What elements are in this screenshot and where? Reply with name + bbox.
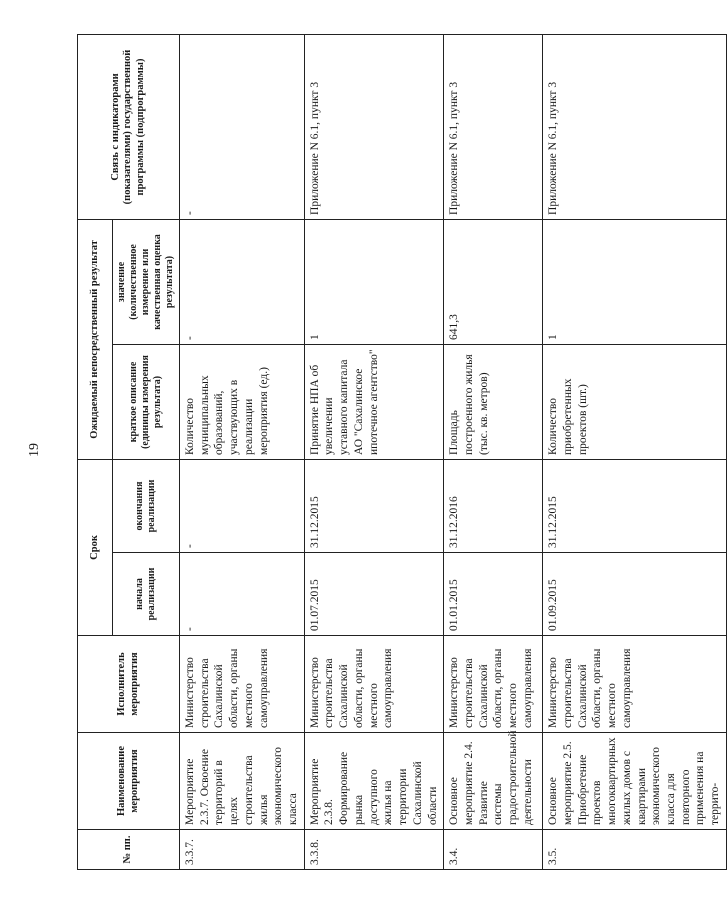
rotated-page-content [77,35,722,870]
cell-link: Приложение N 6.1, пункт 3 [444,34,543,219]
cell-executor: Министерство строительства Сахалинской области, органы местного самоуправления [444,636,543,733]
cell-executor: Министерство строительства Сахалинской области, органы местного самоуправления [543,636,727,733]
table-row [444,34,543,869]
cell-start: 01.01.2015 [444,553,543,636]
cell-name: Основное мероприятие 2.4. Развитие системы градостроительной деятельности [444,733,543,830]
cell-name: Мероприятие 2.3.8. Формирование рынка доступного жилья на территории Сахалинской области [304,733,443,830]
table-row [304,34,443,869]
header-expected-desc: краткое описание (единицы измерения результата) [113,344,180,459]
cell-executor: Министерство строительства Сахалинской области, органы местного самоуправления [304,636,443,733]
cell-end: 31.12.2015 [543,459,727,552]
cell-link: Приложение N 6.1, пункт 3 [304,34,443,219]
header-expected: Ожидаемый непосредственный результат [78,219,113,459]
cell-desc: Количество муниципальных образований, участвующих в реализации мероприятия (ед.) [180,344,305,459]
cell-start: 01.07.2015 [304,553,443,636]
cell-end: 31.12.2016 [444,459,543,552]
cell-executor: Министерство строительства Сахалинской области, органы местного самоуправления [180,636,305,733]
header-term-start: начала реализации [113,553,180,636]
header-link: Связь с индикаторами (показателями) государственной программы (подпрограммы) [78,34,180,219]
cell-value: 1 [543,219,727,344]
header-expected-value: значение (количественное измерение или качественная оценка результата) [113,219,180,344]
cell-value: - [180,219,305,344]
cell-end: 31.12.2015 [304,459,443,552]
cell-name: Мероприятие 2.3.7. Освоение территорий в целях строительства жилья экономического класса [180,733,305,830]
header-executor: Исполнитель мероприятия [78,636,180,733]
header-num: № пп. [78,830,180,870]
cell-start: - [180,553,305,636]
cell-num: 3.3.7. [180,830,305,870]
cell-link: - [180,34,305,219]
page-number [22,430,48,470]
header-term: Срок [78,459,113,635]
table-row [543,34,727,869]
cell-name: Основное мероприятие 2.5. Приобретение проектов многоквартирных жилых домов с квартирами экономического класса для повторного применения на террито- [543,733,727,830]
cell-link: Приложение N 6.1, пункт 3 [543,34,727,219]
cell-num: 3.3.8. [304,830,443,870]
header-name: Наименование мероприятия [78,733,180,830]
page-number-text: 19 [27,443,42,457]
cell-start: 01.09.2015 [543,553,727,636]
cell-end: - [180,459,305,552]
cell-value: 1 [304,219,443,344]
cell-value: 641,3 [444,219,543,344]
cell-num: 3.5. [543,830,727,870]
cell-desc: Принятие НПА об увеличении уставного капитала АО "Сахалинское ипотечное агентство" [304,344,443,459]
header-term-end: окончания реализации [113,459,180,552]
rotated-table-area [77,35,722,870]
cell-num: 3.4. [444,830,543,870]
cell-desc: Площадь построенного жилья (тыс. кв. метров) [444,344,543,459]
table-row [180,34,305,869]
measures-table [77,34,727,870]
cell-desc: Количество приобретенных проектов (шт.) [543,344,727,459]
